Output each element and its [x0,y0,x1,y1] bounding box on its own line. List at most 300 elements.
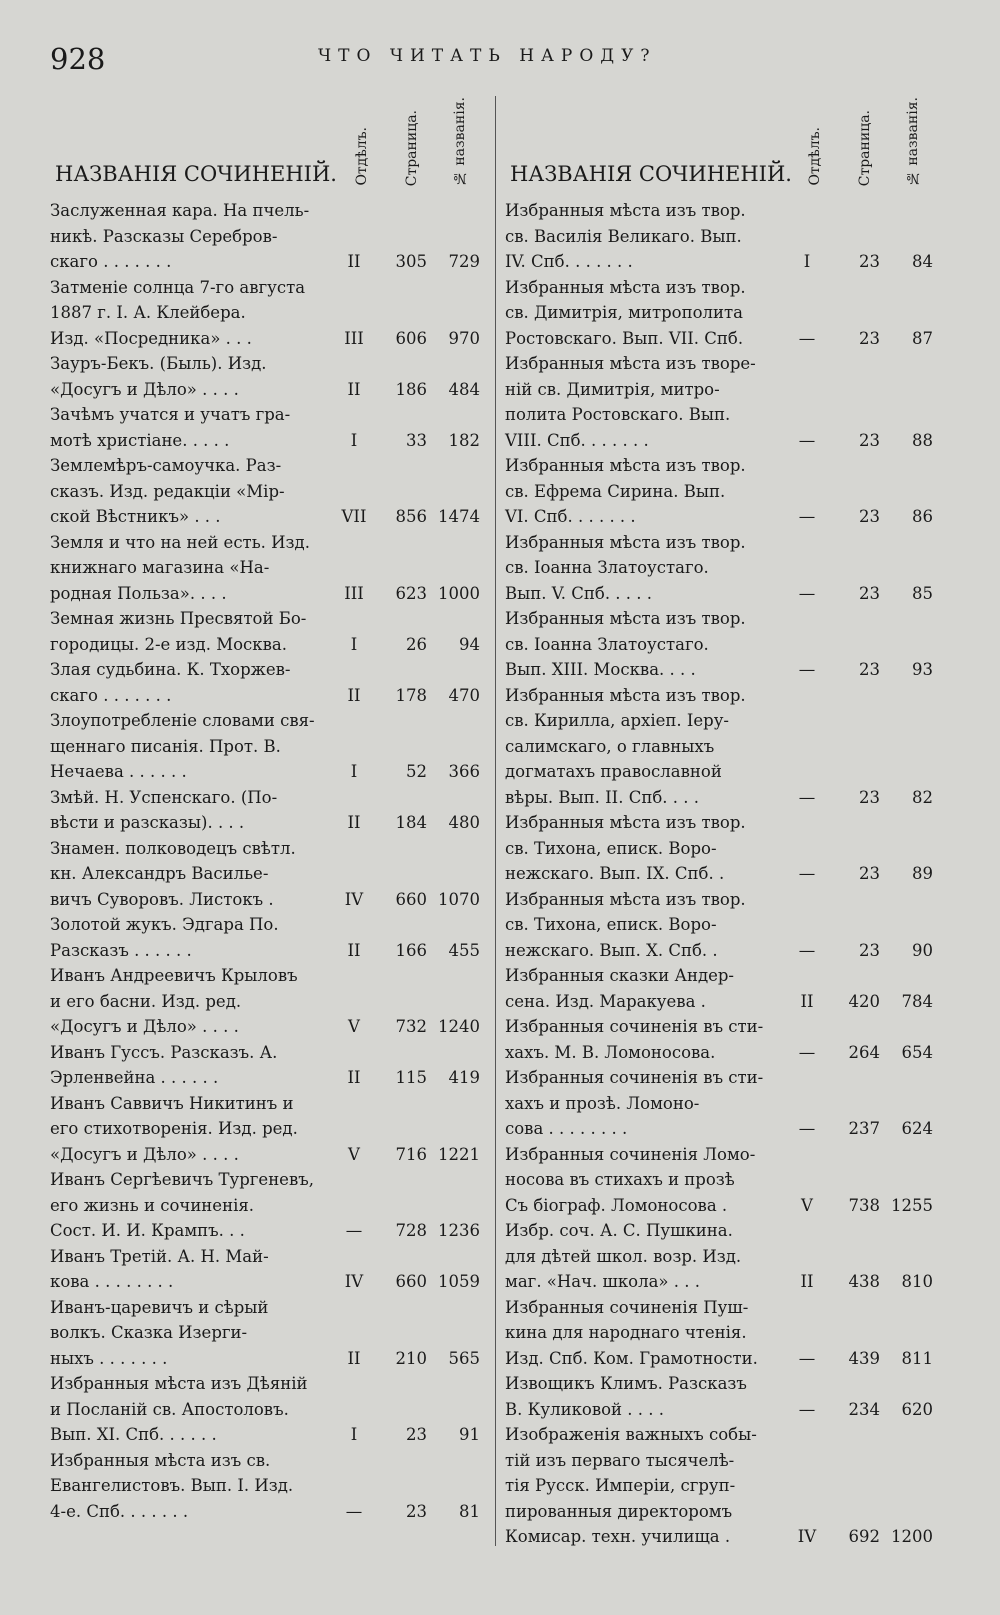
entry-title [505,1371,780,1422]
entry-number: 811 [901,1348,933,1368]
entry-section: II [347,940,361,960]
entry-references [785,1269,935,1295]
right-column [505,88,935,1550]
index-entry [50,836,482,913]
entry-title-line: ній св. Димитрія, митро- [505,379,720,399]
index-entry [50,1371,482,1448]
entry-number: 1221 [438,1144,480,1164]
entry-number: 1236 [438,1221,480,1240]
index-entry [505,530,935,607]
entry-title [505,530,780,607]
entry-page: 438 [848,1272,880,1291]
index-entry [505,887,935,964]
entry-title-line: Изд. «Посредника» . . . [50,328,252,348]
entry-title-line: сена. Изд. Маракуева . [505,991,706,1011]
entry-references [332,1422,482,1448]
entry-references [785,861,935,887]
entry-title-line: св. Іоанна Златоустаго. [505,634,709,654]
entry-title [50,912,325,963]
entry-references [332,1218,482,1244]
entry-title-line: ской Вѣстникъ» . . . [50,507,221,526]
entry-number: 654 [901,1042,933,1062]
entry-title [505,198,780,275]
index-entry [50,198,482,275]
index-entry [505,1371,935,1422]
entry-title-line: тія Русск. Имперіи, сгруп- [505,1476,736,1495]
entry-title [50,963,325,1040]
entry-section: II [347,379,361,399]
entry-section: — [798,1119,816,1138]
entry-title-line: Избранныя мѣста изъ твор. [505,532,746,552]
entry-title [505,810,780,887]
entry-title-line: св. Тихона, еписк. Воро- [505,838,717,858]
entry-number: 84 [912,252,933,271]
entry-title [505,1065,780,1142]
entry-title-line: Избр. соч. А. С. Пушкина. [505,1221,733,1240]
entry-page: 732 [395,1017,427,1036]
entry-page: 692 [848,1527,880,1546]
entry-page: 623 [395,583,427,603]
entry-title-line: Земная жизнь Пресвятой Бо- [50,609,307,628]
entry-title-line: Змѣй. Н. Успенскаго. (По- [50,787,278,807]
entry-page: 264 [848,1042,880,1062]
entry-title-line: волкъ. Сказка Изерги- [50,1323,248,1342]
index-entry [50,402,482,453]
entry-title-line: догматахъ православной [505,762,722,781]
entry-title [50,351,325,402]
entry-title-line: Заслуженная кара. На пчель- [50,201,310,220]
entry-section: — [798,1399,816,1419]
entry-number: 784 [901,991,933,1011]
entry-title-line: хахъ. М. В. Ломоносова. [505,1042,716,1062]
entry-section: I [350,762,358,781]
entry-page: 606 [395,328,427,348]
section-heading: Отдѣлъ. [354,127,370,186]
entry-title-line: Комисар. техн. училища . [505,1527,731,1546]
entry-title-line: Евангелистовъ. Вып. I. Изд. [50,1476,294,1495]
entry-number: 484 [448,379,480,399]
entry-number: 620 [901,1399,933,1419]
entry-references [785,1116,935,1142]
entry-section: IV [344,1272,364,1291]
entry-page: 23 [859,583,880,603]
entry-number: 470 [448,685,480,705]
entry-number: 91 [459,1425,480,1444]
entry-title-line: и его басни. Изд. ред. [50,991,242,1011]
entry-page: 23 [859,660,880,679]
entry-page: 210 [395,1348,427,1368]
entry-page: 23 [859,787,880,807]
entry-section: I [350,430,358,450]
entry-number: 89 [912,864,933,883]
index-entry [505,1142,935,1219]
index-entry [505,683,935,811]
entry-section: V [348,1144,360,1164]
page-heading: Страница. [857,109,873,186]
entry-section: II [347,1068,361,1087]
column-title: НАЗВАНІЯ СОЧИНЕНІЙ. [510,162,792,186]
entry-title [50,836,325,913]
entry-title [50,1091,325,1168]
entry-section: — [798,583,816,603]
entry-title [505,275,780,352]
entry-section: III [344,328,364,348]
entry-title-line: скаго . . . . . . . [50,252,172,271]
entry-title-line: «Досугъ и Дѣло» . . . . [50,379,239,399]
running-title: ЧТО ЧИТАТЬ НАРОДУ? [318,46,657,66]
entry-section: II [347,813,361,832]
entry-section: II [800,991,814,1011]
index-entry [50,1091,482,1168]
entry-references [332,1269,482,1295]
entry-title-line: салимскаго, о главныхъ [505,736,715,756]
entry-title-line: городицы. 2-е изд. Москва. [50,634,287,654]
entry-title-line: Избранныя мѣста изъ твор. [505,277,746,297]
index-entry [50,1295,482,1372]
number-heading: № названія. [905,96,921,186]
right-entries [505,198,935,1550]
entry-number: 455 [448,940,480,960]
index-entry [50,785,482,836]
entry-page: 23 [859,328,880,348]
entry-page: 237 [848,1119,880,1138]
entry-title [505,683,780,811]
entry-title [505,1422,780,1550]
entry-page: 23 [859,864,880,883]
entry-title-line: кина для народнаго чтенія. [505,1323,747,1342]
entry-title-line: Избранныя мѣста изъ твор. [505,813,746,832]
entry-section: — [798,1348,816,1368]
entry-title-line: носова въ стихахъ и прозѣ [505,1170,735,1189]
entry-title-line: «Досугъ и Дѣло» . . . . [50,1017,239,1036]
entry-references [785,785,935,811]
entry-title-line: маг. «Нач. школа» . . . [505,1272,700,1291]
entry-title-line: книжнаго магазина «На- [50,558,270,577]
entry-section: — [798,940,816,960]
entry-references [332,1499,482,1525]
entry-references [785,581,935,607]
entry-references [785,428,935,454]
entry-title [505,1142,780,1219]
entry-title-line: Знамен. полководецъ свѣтл. [50,838,296,858]
entry-references [332,683,482,709]
entry-number: 1070 [438,889,480,909]
entry-title-line: для дѣтей школ. возр. Изд. [505,1246,742,1266]
entry-section: IV [344,889,364,909]
entry-title-line: Злоупотребленіе словами свя- [50,711,315,730]
entry-page: 26 [406,634,427,654]
entry-title-line: ныхъ . . . . . . . [50,1348,168,1368]
entry-title-line: Изд. Спб. Ком. Грамотности. [505,1348,758,1368]
entry-title-line: св. Іоанна Златоустаго. [505,558,709,577]
entry-number: 624 [901,1119,933,1138]
entry-section: — [798,430,816,450]
entry-references [785,1346,935,1372]
index-entry [505,1218,935,1295]
entry-references [785,938,935,964]
entry-title-line: вичъ Суворовъ. Листокъ . [50,889,274,909]
entry-references [332,326,482,352]
entry-page: 184 [395,813,427,832]
index-entry [50,606,482,657]
entry-section: V [348,1017,360,1036]
entry-page: 23 [859,430,880,450]
index-entry [50,657,482,708]
entry-title [50,453,325,530]
entry-page: 178 [395,685,427,705]
entry-references [332,377,482,403]
entry-title [50,402,325,453]
entry-page: 234 [848,1399,880,1419]
entry-page: 420 [848,991,880,1011]
entry-page: 186 [395,379,427,399]
entry-title-line: св. Ефрема Сирина. Вып. [505,481,726,501]
index-entry [50,453,482,530]
index-entry [505,963,935,1014]
index-entry [50,708,482,785]
entry-title-line: В. Куликовой . . . . [505,1399,664,1419]
index-entry [50,912,482,963]
entry-number: 419 [448,1068,480,1087]
entry-title [50,275,325,352]
entry-title-line: Земля и что на ней есть. Изд. [50,532,310,552]
entry-number: 87 [912,328,933,348]
entry-title-line: Избранныя мѣста изъ Дѣяній [50,1374,308,1393]
entry-title-line: IV. Спб. . . . . . . [505,252,633,271]
entry-page: 23 [859,940,880,960]
entry-number: 86 [912,507,933,526]
entry-title-line: сова . . . . . . . . [505,1119,628,1138]
entry-references [332,1142,482,1168]
entry-section: V [801,1195,813,1215]
entry-section: — [798,328,816,348]
entry-page: 23 [859,507,880,526]
entry-number: 1255 [891,1195,933,1215]
entry-title-line: 1887 г. І. А. Клейбера. [50,303,246,322]
entry-title-line: тій изъ перваго тысячелѣ- [505,1450,735,1470]
entry-page: 23 [406,1501,427,1521]
index-entry [505,351,935,453]
entry-title-line: Избранныя мѣста изъ творе- [505,354,756,373]
entry-title-line: Зачѣмъ учатся и учатъ гра- [50,405,291,424]
index-entry [50,1244,482,1295]
entry-page: 856 [395,507,427,526]
entry-number: 81 [459,1501,480,1521]
entry-title-line: кн. Александръ Василье- [50,864,269,883]
entry-title-line: Иванъ Третій. А. Н. Май- [50,1246,269,1266]
entry-number: 85 [912,583,933,603]
entry-title-line: VIII. Спб. . . . . . . [505,430,649,450]
entry-number: 1474 [438,507,480,526]
entry-number: 82 [912,787,933,807]
entry-title-line: мотѣ христіане. . . . . [50,430,230,450]
entry-title [50,708,325,785]
entry-section: II [347,1348,361,1368]
entry-title [50,1040,325,1091]
entry-title-line: Съ біограф. Ломоносова . [505,1195,728,1215]
entry-title [50,657,325,708]
entry-number: 729 [448,252,480,271]
entry-number: 565 [448,1348,480,1368]
entry-number: 1059 [438,1272,480,1291]
entry-title-line: Зауръ-Бекъ. (Быль). Изд. [50,354,267,373]
entry-title [505,606,780,683]
entry-references [785,989,935,1015]
entry-section: I [350,634,358,654]
entry-title [50,606,325,657]
index-entry [505,275,935,352]
entry-section: VII [341,507,367,526]
entry-title-line: 4-е. Спб. . . . . . . [50,1501,189,1521]
left-column [50,88,482,1524]
entry-title [50,785,325,836]
page-number: 928 [50,42,106,76]
entry-page: 728 [395,1221,427,1240]
index-entry [50,351,482,402]
entry-title [505,453,780,530]
entry-references [785,1040,935,1066]
entry-title-line: Разсказъ . . . . . . [50,940,192,960]
entry-title-line: Нечаева . . . . . . [50,762,187,781]
entry-section: I [803,252,811,271]
entry-title-line: св. Кирилла, архіеп. Іеру- [505,711,729,730]
entry-page: 660 [395,889,427,909]
entry-title-line: Избранныя мѣста изъ твор. [505,609,746,628]
entry-references [332,1065,482,1091]
entry-title [50,1167,325,1244]
column-divider [495,96,496,1546]
entry-title-line: Ростовскаго. Вып. VII. Спб. [505,328,744,348]
entry-title [505,887,780,964]
entry-page: 305 [395,252,427,271]
entry-number: 1200 [891,1527,933,1546]
entry-title-line: щеннаго писанія. Прот. В. [50,736,281,756]
entry-title-line: сказъ. Изд. редакціи «Мір- [50,481,285,501]
entry-title-line: его жизнь и сочиненія. [50,1195,255,1215]
entry-references [332,428,482,454]
entry-page: 33 [406,430,427,450]
entry-references [332,1014,482,1040]
column-header [505,88,935,198]
entry-title-line: Изображенія важныхъ собы- [505,1425,757,1444]
entry-number: 182 [448,430,480,450]
index-entry [505,1295,935,1372]
entry-page: 439 [848,1348,880,1368]
entry-title-line: скаго . . . . . . . [50,685,172,705]
entry-title-line: «Досугъ и Дѣло» . . . . [50,1144,239,1164]
entry-title-line: Злая судьбина. К. Тхоржев- [50,660,291,679]
entry-title [50,1448,325,1525]
entry-references [785,504,935,530]
column-header [50,88,482,198]
entry-number: 810 [901,1272,933,1291]
entry-references [332,759,482,785]
index-entry [50,963,482,1040]
entry-references [332,632,482,658]
entry-references [332,249,482,275]
index-entry [50,275,482,352]
running-head [0,36,1000,76]
entry-title-line: Избранныя сказки Андер- [505,966,735,985]
entry-title-line: Иванъ Сергѣевичъ Тургеневъ, [50,1170,314,1189]
index-entry [505,1422,935,1550]
entry-references [785,326,935,352]
index-entry [505,606,935,683]
entry-references [332,938,482,964]
index-entry [505,810,935,887]
entry-title [50,1295,325,1372]
entry-title-line: VI. Спб. . . . . . . [505,507,636,526]
entry-title-line: Вып. XIII. Москва. . . . [505,660,696,679]
entry-title [505,1295,780,1372]
entry-title-line: Вып. XI. Спб. . . . . . [50,1425,217,1444]
entry-number: 480 [448,813,480,832]
entry-section: II [347,685,361,705]
entry-title-line: его стихотворенія. Изд. ред. [50,1119,298,1138]
entry-title-line: Вып. V. Спб. . . . . [505,583,653,603]
column-title: НАЗВАНІЯ СОЧИНЕНІЙ. [55,162,337,186]
entry-section: — [798,660,816,679]
entry-title-line: вѣры. Вып. II. Спб. . . . [505,787,699,807]
entry-references [332,581,482,607]
entry-page: 716 [395,1144,427,1164]
entry-title-line: родная Польза». . . . [50,583,227,603]
entry-title-line: св. Димитрія, митрополита [505,303,743,322]
entry-title-line: Избранныя мѣста изъ твор. [505,685,746,705]
entry-section: — [345,1501,363,1521]
entry-section: — [345,1221,363,1240]
entry-section: — [798,1042,816,1062]
left-entries [50,198,482,1524]
entry-references [785,1193,935,1219]
entry-title-line: кова . . . . . . . . [50,1272,174,1291]
entry-page: 738 [848,1195,880,1215]
entry-references [785,657,935,683]
entry-references [332,504,482,530]
entry-title-line: хахъ и прозѣ. Ломоно- [505,1093,700,1113]
entry-section: IV [797,1527,817,1546]
entry-title-line: Эрленвейна . . . . . . [50,1068,219,1087]
entry-title-line: Сост. И. И. Крампъ. . . [50,1221,245,1240]
entry-section: I [350,1425,358,1444]
entry-number: 94 [459,634,480,654]
entry-references [332,1346,482,1372]
entry-section: III [344,583,364,603]
entry-title-line: св. Василія Великаго. Вып. [505,226,742,246]
entry-title-line: Избранныя мѣста изъ твор. [505,889,746,909]
entry-references [785,1524,935,1550]
entry-title [505,1014,780,1065]
entry-title-line: Избранныя сочиненія Ломо- [505,1144,756,1164]
entry-section: — [798,787,816,807]
entry-title [50,1371,325,1448]
index-entry [505,198,935,275]
entry-title-line: никѣ. Разсказы Серебров- [50,226,278,246]
page-heading: Страница. [404,109,420,186]
entry-number: 970 [448,328,480,348]
index-entry [505,1014,935,1065]
section-heading: Отдѣлъ. [807,127,823,186]
entry-title-line: Иванъ Андреевичъ Крыловъ [50,966,298,985]
entry-title-line: вѣсти и разсказы). . . . [50,813,245,832]
entry-page: 23 [859,252,880,271]
entry-title-line: нежскаго. Вып. IX. Спб. . [505,864,725,883]
entry-title-line: пированныя директоромъ [505,1501,733,1521]
entry-title-line: Извощикъ Климъ. Разсказъ [505,1374,747,1393]
entry-title-line: и Посланій св. Апостоловъ. [50,1399,289,1419]
entry-title-line: Избранныя сочиненія Пуш- [505,1297,749,1317]
entry-references [785,249,935,275]
